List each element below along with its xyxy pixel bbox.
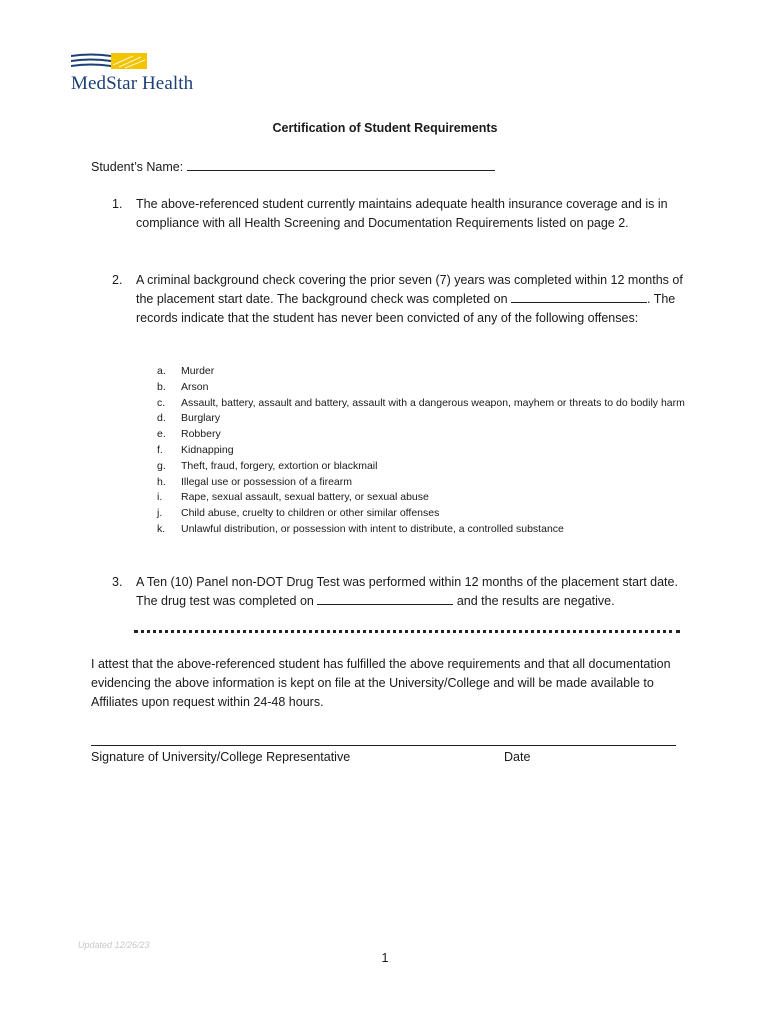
requirement-text-continued: and the results are negative. [453,594,615,608]
requirement-text-continued: . The records indicate that the student has never been convicted of any of the following offenses: [136,292,676,325]
requirement-2 [112,271,692,328]
page-number: 1 [381,951,389,965]
list-item: g. Theft, fraud, forgery, extortion or blackmail [157,459,378,472]
drug-test-date-field[interactable] [317,592,453,605]
student-name-label: Student’s Name: [91,160,184,174]
requirement-1 [112,195,692,233]
list-item: h. Illegal use or possession of a firearm [157,475,352,488]
list-item: d. Burglary [157,412,221,425]
list-item: e. Robbery [157,428,221,441]
list-item: a. Murder [157,365,215,377]
background-check-date-field[interactable] [511,290,647,303]
signature-line[interactable] [91,745,676,746]
list-item: k. Unlawful distribution, or possession with intent to distribute, a controlled substance [157,522,564,535]
requirement-number: 1. [112,197,123,211]
dotted-divider [134,630,680,633]
requirement-number: 2. [112,273,123,287]
list-item: c. Assault, battery, assault and battery, assault with a dangerous weapon, mayhem or threats to do bodily harm [157,396,685,409]
list-item: j. Child abuse, cruelty to children or other similar offenses [157,507,440,520]
list-item: f. Kidnapping [157,443,234,456]
logo-text: MedStar Health [71,73,194,94]
medstar-logo [71,53,221,95]
list-item: b. Arson [157,380,209,393]
logo-mark-icon [71,53,147,69]
attestation-text: I attest that the above-referenced student has fulfilled the above requirements and that all documentation evidencing the above information is kept on file at the University/College and will be made available to Affiliates upon request within 24-48 hours. [91,657,671,709]
list-item: i. Rape, sexual assault, sexual battery, or sexual abuse [157,491,429,504]
signature-label: Signature of University/College Representative [91,750,351,764]
page-title: Certification of Student Requirements [272,121,498,135]
date-label: Date [504,750,531,764]
requirement-text: The above-referenced student currently maintains adequate health insurance coverage and is in compliance with all Health Screening and Documentation Requirements listed on page 2. [136,197,668,230]
requirement-3 [112,573,692,611]
offense-list [157,364,697,538]
requirement-text: A criminal background check covering the prior seven (7) years was completed within 12 months of the placement start date. The background check was completed on [136,273,683,306]
updated-note: Updated 12/26/23 [78,940,150,950]
student-name-row [91,158,495,174]
requirement-number: 3. [112,575,123,589]
requirement-text: A Ten (10) Panel non-DOT Drug Test was performed within 12 months of the placement start date. The drug test was completed on [136,575,678,608]
student-name-field[interactable] [187,158,495,171]
